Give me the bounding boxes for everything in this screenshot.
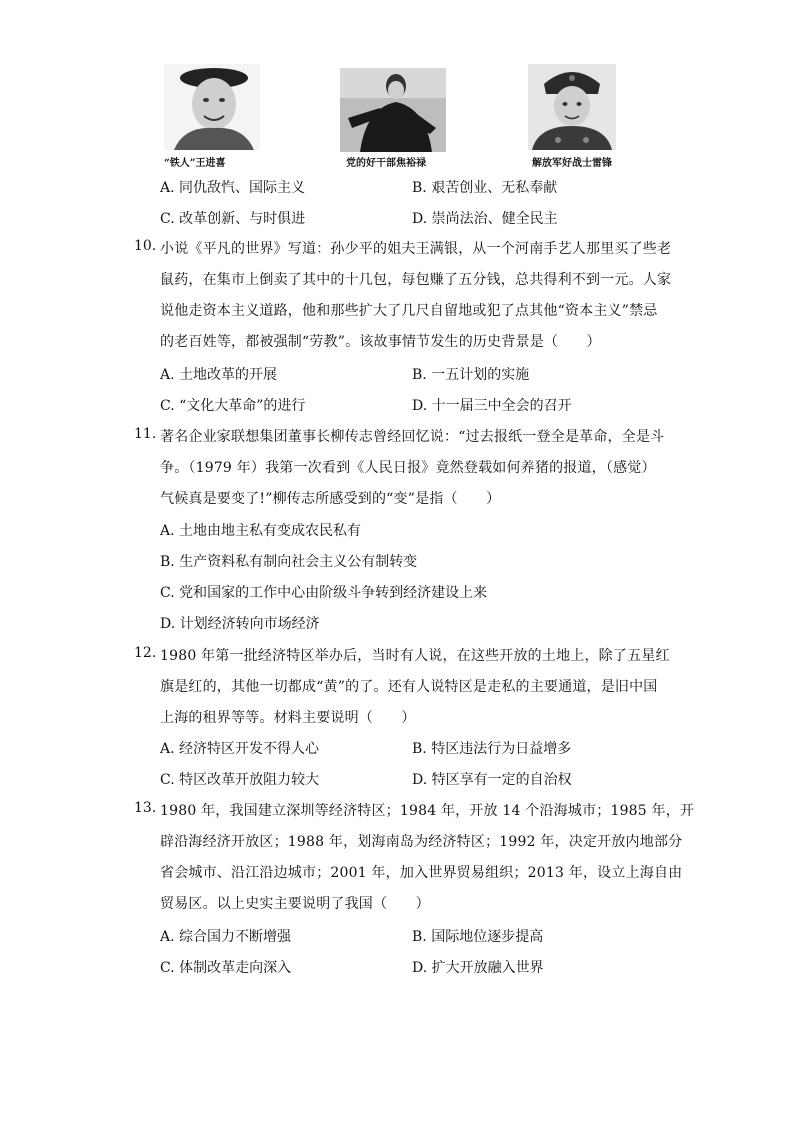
question-number: 10. bbox=[134, 238, 157, 254]
question-line: 说他走资本主义道路，他和那些扩大了几尺自留地或犯了点其他“资本主义”禁忌 bbox=[160, 303, 658, 319]
q12-option-a[interactable]: A. 经济特区开发不得人心 bbox=[160, 741, 320, 757]
q11-option-b[interactable]: B. 生产资料私有制向社会主义公有制转变 bbox=[160, 554, 418, 570]
question-line: 著名企业家联想集团董事长柳传志曾经回忆说：“过去报纸一登全是革命，全是斗 bbox=[160, 429, 665, 445]
q9-option-a[interactable]: A. 同仇敌忾、国际主义 bbox=[160, 180, 306, 196]
caption-wang-jinxi: “铁人”王进喜 bbox=[164, 158, 226, 169]
photo-row bbox=[160, 64, 630, 168]
q11-option-a[interactable]: A. 土地由地主私有变成农民私有 bbox=[160, 523, 362, 539]
q10-option-b[interactable]: B. 一五计划的实施 bbox=[412, 367, 530, 383]
question-line: 1980 年，我国建立深圳等经济特区；1984 年，开放 14 个沿海城市；1985 年，开 bbox=[160, 803, 695, 819]
q13-option-c[interactable]: C. 体制改革走向深入 bbox=[160, 960, 292, 976]
portrait-jiao-yulu-icon bbox=[340, 68, 446, 152]
q11-option-d[interactable]: D. 计划经济转向市场经济 bbox=[160, 616, 320, 632]
q12-option-c[interactable]: C. 特区改革开放阻力较大 bbox=[160, 772, 320, 788]
question-number: 11. bbox=[134, 426, 157, 442]
caption-lei-feng: 解放军好战士雷锋 bbox=[532, 158, 612, 169]
q9-option-d[interactable]: D. 崇尚法治、健全民主 bbox=[412, 211, 558, 227]
question-line: 鼠药，在集市上倒卖了其中的十几包，每包赚了五分钱，总共得利不到一元。人家 bbox=[160, 272, 672, 288]
q9-option-b[interactable]: B. 艰苦创业、无私奉献 bbox=[412, 180, 558, 196]
question-line: 气候真是要变了!”柳传志所感受到的“变”是指（ ） bbox=[160, 491, 501, 507]
question-number: 13. bbox=[134, 800, 157, 816]
question-line: 省会城市、沿江沿边城市；2001 年，加入世界贸易组织；2013 年，设立上海自由 bbox=[160, 865, 683, 881]
q10-option-c[interactable]: C. “文化大革命”的进行 bbox=[160, 398, 306, 414]
q10-option-a[interactable]: A. 土地改革的开展 bbox=[160, 367, 278, 383]
q13-option-a[interactable]: A. 综合国力不断增强 bbox=[160, 929, 292, 945]
q11-option-c[interactable]: C. 党和国家的工作中心由阶级斗争转到经济建设上来 bbox=[160, 585, 488, 601]
question-line: 的老百姓等，都被强制“劳教”。该故事情节发生的历史背景是（ ） bbox=[160, 334, 601, 350]
portrait-lei-feng-icon bbox=[528, 64, 616, 150]
question-line: 争。（1979 年）我第一次看到《人民日报》竟然登载如何养猪的报道，（感觉） bbox=[160, 460, 656, 476]
q10-option-d[interactable]: D. 十一届三中全会的召开 bbox=[412, 398, 572, 414]
q13-option-b[interactable]: B. 国际地位逐步提高 bbox=[412, 929, 544, 945]
q12-option-b[interactable]: B. 特区违法行为日益增多 bbox=[412, 741, 572, 757]
q9-option-c[interactable]: C. 改革创新、与时俱进 bbox=[160, 211, 306, 227]
question-line: 上海的租界等等。材料主要说明（ ） bbox=[160, 710, 416, 726]
question-line: 小说《平凡的世界》写道：孙少平的姐夫王满银，从一个河南手艺人那里买了些老 bbox=[160, 241, 672, 257]
question-line: 旗是红的，其他一切都成“黄”的了。还有人说特区是走私的主要通道，是旧中国 bbox=[160, 679, 658, 695]
caption-jiao-yulu: 党的好干部焦裕禄 bbox=[346, 158, 426, 169]
question-line: 贸易区。以上史实主要说明了我国（ ） bbox=[160, 896, 430, 912]
question-line: 辟沿海经济开放区；1988 年，划海南岛为经济特区；1992 年，决定开放内地部分 bbox=[160, 834, 683, 850]
question-line: 1980 年第一批经济特区举办后，当时有人说，在这些开放的土地上，除了五星红 bbox=[160, 648, 670, 664]
q13-option-d[interactable]: D. 扩大开放融入世界 bbox=[412, 960, 544, 976]
question-number: 12. bbox=[134, 645, 157, 661]
portrait-wang-jinxi-icon bbox=[164, 64, 260, 150]
q12-option-d[interactable]: D. 特区享有一定的自治权 bbox=[412, 772, 572, 788]
